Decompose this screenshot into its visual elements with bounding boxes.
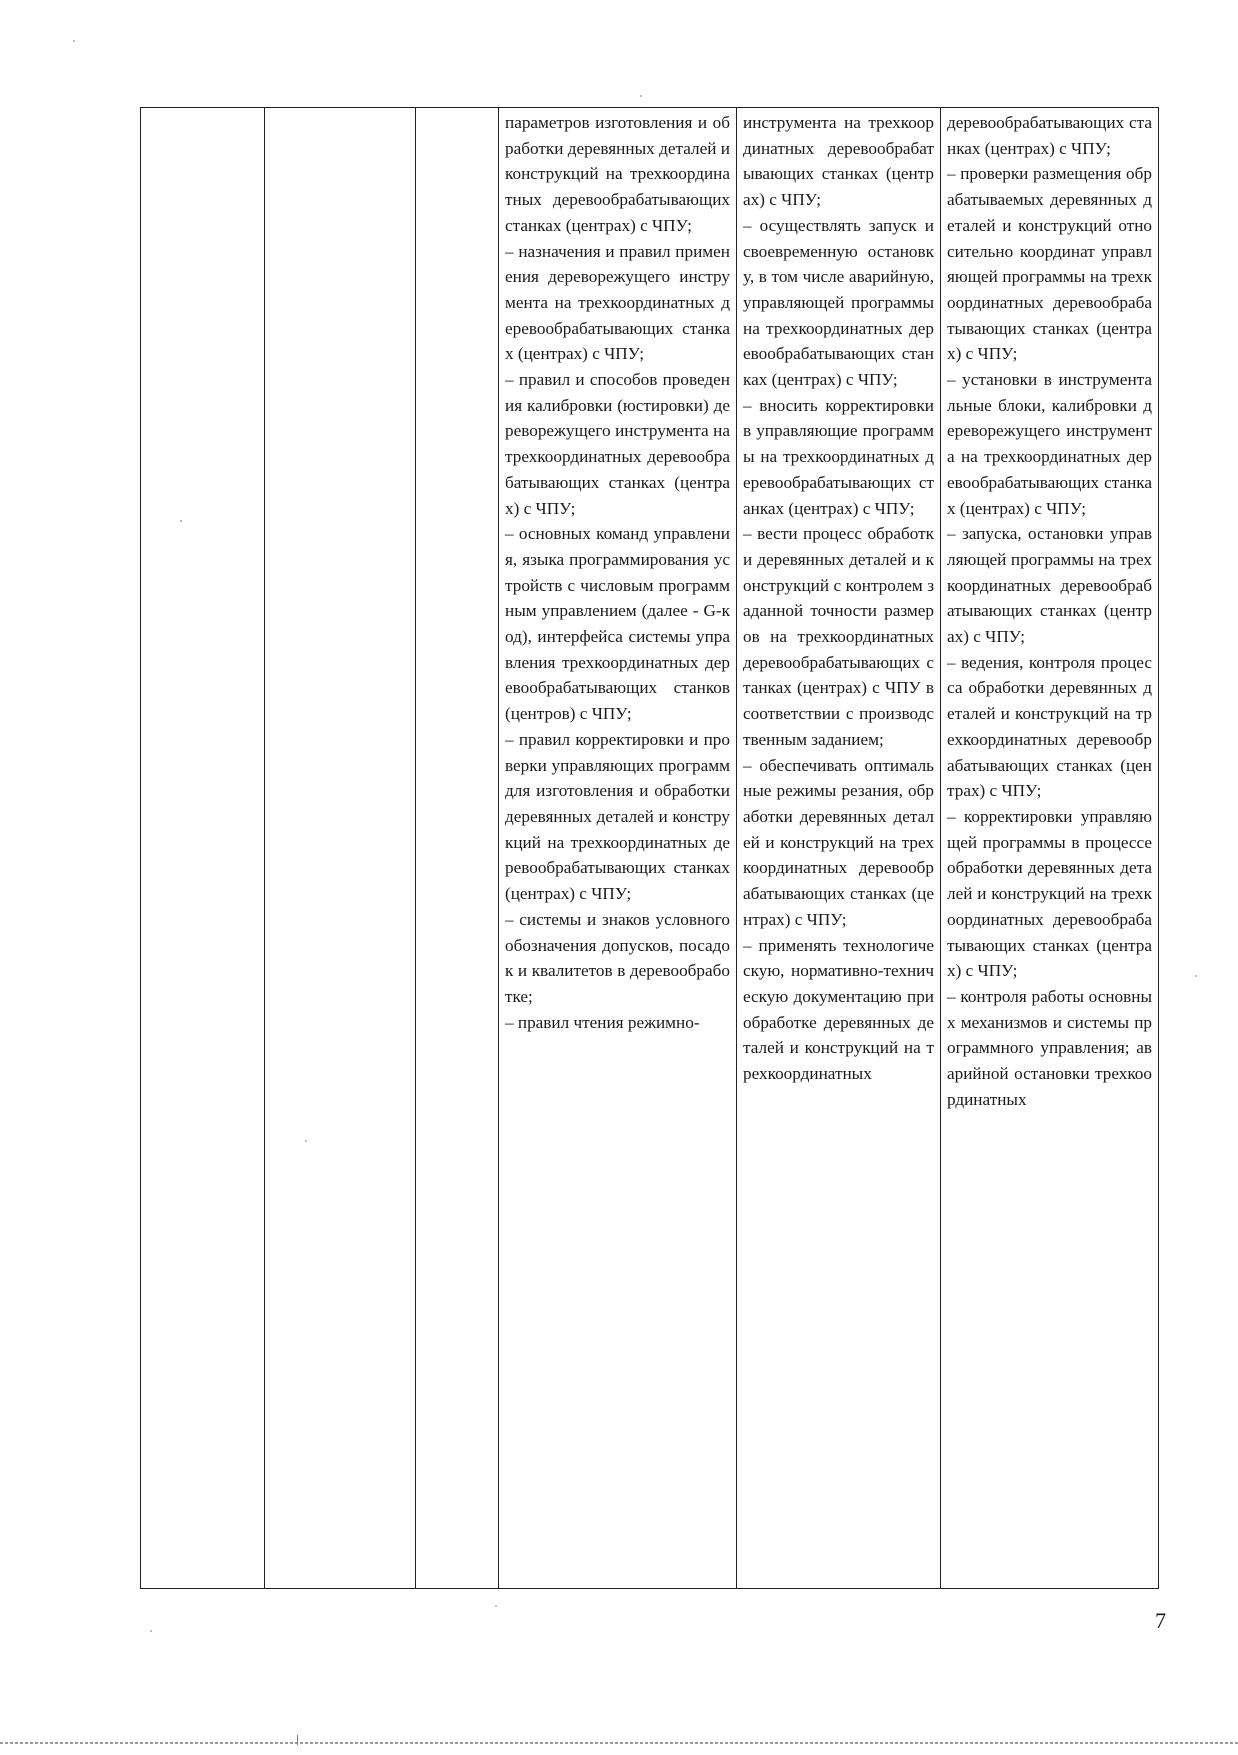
list-item: – правил и способов проведения калибровки (юстировки) дереворежущего инструмента на трехкоординатных деревообрабатывающих станках (центрах) с ЧПУ; [505,370,730,518]
list-item: – установки в инструментальные блоки, калибровки дереворежущего инструмента на трехкоординатных деревообрабатывающих станках (центрах) с ЧПУ; [947,370,1152,518]
scan-speck [180,520,182,522]
table-cell-skills [737,108,941,1589]
competency-table [140,107,1159,1589]
table-cell-experience [941,108,1159,1589]
list-item: – применять технологическую, нормативно-техническую документацию при обработке деревянных деталей и конструкций на трехкоординатных [743,935,934,1084]
list-item: – основных команд управления, языка программирования устройств с числовым программным управлением (далее - G-код), интерфейса системы управления трехкоординатных деревообрабатывающих станков (центров) с ЧПУ; [505,524,730,724]
list-item: – назначения и правил применения дереворежущего инструмента на трехкоординатных деревообрабатывающих станках (центрах) с ЧПУ; [505,241,730,364]
list-item: – контроля работы основных механизмов и системы программного управления; аварийной остановки трехкоординатных [947,986,1152,1109]
list-item: параметров изготовления и обработки деревянных деталей и конструкций на трехкоординатных деревообрабатывающих станках (центрах) с ЧПУ; [505,113,730,235]
table-cell-col3 [416,108,499,1589]
scan-speck [73,40,75,42]
list-item: – проверки размещения обрабатываемых деревянных деталей и конструкций относительно координат управляющей программы на трехкоординатных деревообрабатывающих станках (центрах) с ЧПУ; [947,164,1152,364]
list-item: – системы и знаков условного обозначения допусков, посадок и квалитетов в деревообработке; [505,909,730,1006]
table-cell-col2 [265,108,416,1589]
skills-list [743,110,934,1087]
list-item: – правил чтения режимно- [505,1012,700,1032]
table-row [141,108,1159,1589]
list-item: инструмента на трехкоординатных деревообрабатывающих станках (центрах) с ЧПУ; [743,113,934,210]
list-item: – ведения, контроля процесса обработки деревянных деталей и конструкций на трехкоординатных деревообрабатывающих станках (центрах) с ЧПУ; [947,652,1152,801]
page-number: 7 [1155,1608,1166,1633]
list-item: деревообрабатывающих станках (центрах) с ЧПУ; [947,113,1152,158]
table-cell-knowledge [499,108,737,1589]
scan-tick-mark [297,1735,298,1745]
list-item: – обеспечивать оптимальные режимы резания, обработки деревянных деталей и конструкций на трехкоординатных деревообрабатывающих станках (центрах) с ЧПУ; [743,755,934,929]
scan-edge-line [0,1742,1238,1744]
list-item: – осуществлять запуск и своевременную остановку, в том числе аварийную, управляющей программы на трехкоординатных деревообрабатывающих станках (центрах) с ЧПУ; [743,215,934,390]
list-item: – запуска, остановки управляющей программы на трехкоординатных деревообрабатывающих станках (центрах) с ЧПУ; [947,524,1152,647]
scan-speck [1195,975,1197,977]
scan-speck [305,1140,307,1142]
list-item: – корректировки управляющей программы в процессе обработки деревянных деталей и конструкций на трехкоординатных деревообрабатывающих станках (центрах) с ЧПУ; [947,806,1152,981]
scan-speck [495,1605,497,1607]
scan-speck [150,1630,152,1632]
list-item: – вести процесс обработки деревянных деталей и конструкций с контролем заданной точности размеров на трехкоординатных деревообрабатывающих станках (центрах) с ЧПУ в соответствии с производственным заданием; [743,524,934,749]
scan-speck [640,95,642,97]
list-item: – вносить корректировки в управляющие программы на трехкоординатных деревообрабатывающих станках (центрах) с ЧПУ; [743,395,934,518]
list-item: – правил корректировки и проверки управляющих программ для изготовления и обработки деревянных деталей и конструкций на трехкоординатных деревообрабатывающих станках (центрах) с ЧПУ; [505,729,730,904]
knowledge-list [505,110,730,1035]
experience-list [947,110,1152,1112]
table-cell-col1 [141,108,265,1589]
